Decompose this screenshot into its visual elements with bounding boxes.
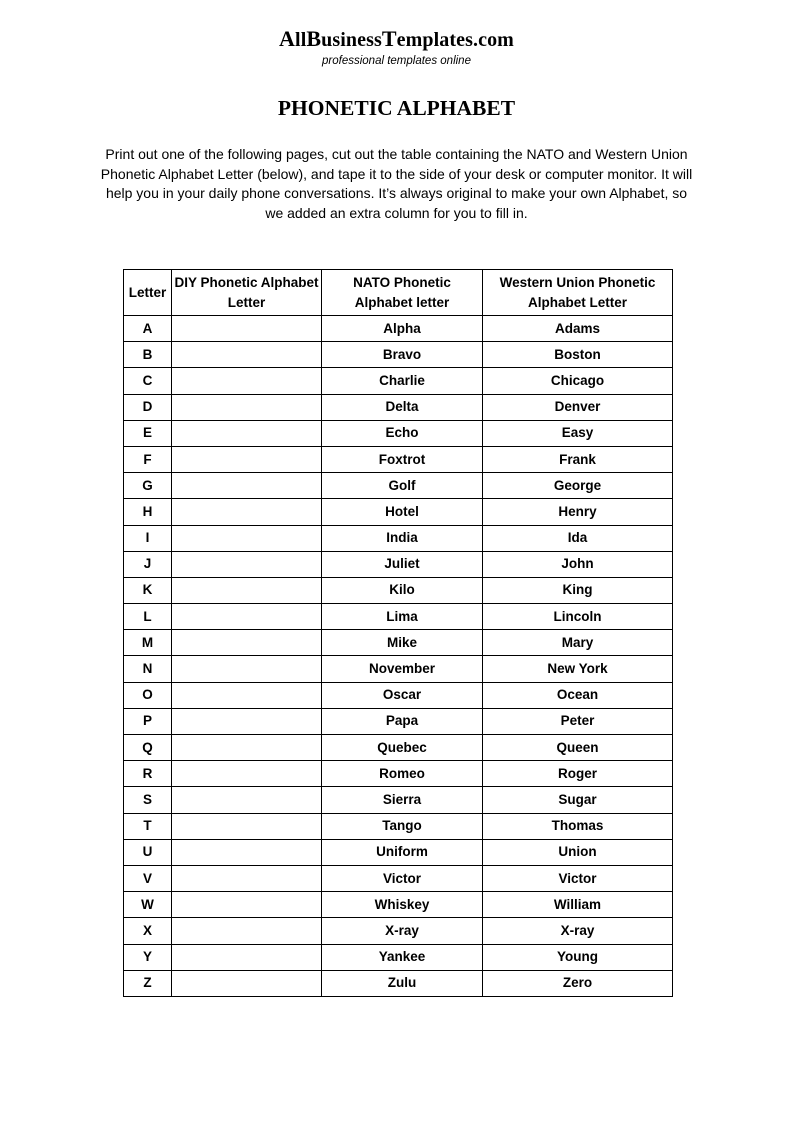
- table-row: [124, 342, 673, 368]
- table-row: [124, 577, 673, 603]
- table-row: [124, 551, 673, 577]
- cell-diy: [172, 918, 322, 944]
- cell-diy: [172, 499, 322, 525]
- cell-nato: Golf: [322, 473, 483, 499]
- cell-western-union: Queen: [483, 735, 673, 761]
- cell-nato: November: [322, 656, 483, 682]
- cell-diy: [172, 813, 322, 839]
- cell-western-union: X-ray: [483, 918, 673, 944]
- cell-diy: [172, 787, 322, 813]
- cell-nato: Mike: [322, 630, 483, 656]
- cell-western-union: Adams: [483, 316, 673, 342]
- cell-letter: D: [124, 394, 172, 420]
- cell-western-union: Roger: [483, 761, 673, 787]
- cell-western-union: Peter: [483, 708, 673, 734]
- cell-letter: Y: [124, 944, 172, 970]
- intro-paragraph: Print out one of the following pages, cut out the table containing the NATO and Western Union Phonetic Alphabet Letter (below), and tape it to the side of your desk or computer monitor. It will help you in your daily phone conversations. It’s always original to make your own Alphabet, so we added an extra column for you to fill in.: [100, 146, 693, 221]
- cell-western-union: Union: [483, 839, 673, 865]
- cell-letter: I: [124, 525, 172, 551]
- cell-western-union: King: [483, 577, 673, 603]
- cell-nato: Victor: [322, 865, 483, 891]
- cell-nato: Sierra: [322, 787, 483, 813]
- table-row: [124, 839, 673, 865]
- cell-western-union: Ida: [483, 525, 673, 551]
- header-diy: DIY Phonetic Alphabet Letter: [172, 270, 322, 316]
- cell-western-union: Chicago: [483, 368, 673, 394]
- cell-letter: V: [124, 865, 172, 891]
- cell-letter: J: [124, 551, 172, 577]
- cell-nato: Tango: [322, 813, 483, 839]
- cell-western-union: Easy: [483, 420, 673, 446]
- cell-western-union: John: [483, 551, 673, 577]
- table-header-row: [124, 270, 673, 316]
- cell-letter: T: [124, 813, 172, 839]
- cell-letter: B: [124, 342, 172, 368]
- table-row: [124, 656, 673, 682]
- cell-diy: [172, 761, 322, 787]
- cell-nato: Romeo: [322, 761, 483, 787]
- cell-western-union: Ocean: [483, 682, 673, 708]
- table-row: [124, 708, 673, 734]
- cell-diy: [172, 316, 322, 342]
- cell-diy: [172, 525, 322, 551]
- cell-diy: [172, 656, 322, 682]
- site-tagline: professional templates online: [322, 55, 471, 67]
- site-logo: AllBusinessTemplates.com: [279, 26, 514, 51]
- cell-nato: Charlie: [322, 368, 483, 394]
- cell-letter: Q: [124, 735, 172, 761]
- table-row: [124, 473, 673, 499]
- cell-letter: U: [124, 839, 172, 865]
- cell-letter: K: [124, 577, 172, 603]
- cell-diy: [172, 342, 322, 368]
- cell-nato: India: [322, 525, 483, 551]
- cell-nato: Lima: [322, 604, 483, 630]
- cell-diy: [172, 682, 322, 708]
- cell-western-union: Mary: [483, 630, 673, 656]
- cell-western-union: Boston: [483, 342, 673, 368]
- cell-letter: F: [124, 446, 172, 472]
- table-row: [124, 944, 673, 970]
- table-row: [124, 420, 673, 446]
- cell-diy: [172, 735, 322, 761]
- cell-nato: Papa: [322, 708, 483, 734]
- cell-western-union: Lincoln: [483, 604, 673, 630]
- cell-letter: W: [124, 892, 172, 918]
- table-row: [124, 735, 673, 761]
- cell-diy: [172, 630, 322, 656]
- table-row: [124, 787, 673, 813]
- cell-letter: H: [124, 499, 172, 525]
- cell-western-union: Victor: [483, 865, 673, 891]
- cell-nato: Kilo: [322, 577, 483, 603]
- cell-diy: [172, 865, 322, 891]
- header-letter: Letter: [124, 270, 172, 316]
- cell-nato: Alpha: [322, 316, 483, 342]
- cell-diy: [172, 839, 322, 865]
- cell-nato: Delta: [322, 394, 483, 420]
- cell-letter: R: [124, 761, 172, 787]
- table-row: [124, 316, 673, 342]
- header-western-union: Western Union Phonetic Alphabet Letter: [483, 270, 673, 316]
- cell-nato: Hotel: [322, 499, 483, 525]
- cell-diy: [172, 604, 322, 630]
- cell-western-union: Thomas: [483, 813, 673, 839]
- cell-nato: Oscar: [322, 682, 483, 708]
- table-body: [124, 316, 673, 997]
- cell-western-union: New York: [483, 656, 673, 682]
- cell-letter: E: [124, 420, 172, 446]
- cell-letter: Z: [124, 970, 172, 996]
- table-row: [124, 918, 673, 944]
- cell-nato: Yankee: [322, 944, 483, 970]
- table-row: [124, 892, 673, 918]
- cell-nato: Quebec: [322, 735, 483, 761]
- cell-nato: X-ray: [322, 918, 483, 944]
- cell-diy: [172, 944, 322, 970]
- cell-nato: Zulu: [322, 970, 483, 996]
- cell-letter: S: [124, 787, 172, 813]
- cell-diy: [172, 577, 322, 603]
- cell-letter: L: [124, 604, 172, 630]
- cell-nato: Foxtrot: [322, 446, 483, 472]
- table-row: [124, 604, 673, 630]
- cell-letter: X: [124, 918, 172, 944]
- cell-western-union: Henry: [483, 499, 673, 525]
- cell-diy: [172, 551, 322, 577]
- table-row: [124, 813, 673, 839]
- cell-nato: Whiskey: [322, 892, 483, 918]
- table-row: [124, 368, 673, 394]
- cell-western-union: Zero: [483, 970, 673, 996]
- table-row: [124, 865, 673, 891]
- cell-diy: [172, 368, 322, 394]
- cell-letter: O: [124, 682, 172, 708]
- cell-nato: Uniform: [322, 839, 483, 865]
- cell-diy: [172, 473, 322, 499]
- cell-western-union: Denver: [483, 394, 673, 420]
- cell-letter: P: [124, 708, 172, 734]
- cell-western-union: Sugar: [483, 787, 673, 813]
- cell-letter: A: [124, 316, 172, 342]
- cell-western-union: George: [483, 473, 673, 499]
- cell-nato: Echo: [322, 420, 483, 446]
- cell-letter: C: [124, 368, 172, 394]
- table-row: [124, 682, 673, 708]
- cell-diy: [172, 394, 322, 420]
- cell-diy: [172, 892, 322, 918]
- cell-diy: [172, 446, 322, 472]
- cell-diy: [172, 970, 322, 996]
- cell-western-union: William: [483, 892, 673, 918]
- table-row: [124, 525, 673, 551]
- table-row: [124, 630, 673, 656]
- table-row: [124, 761, 673, 787]
- table-row: [124, 394, 673, 420]
- cell-diy: [172, 708, 322, 734]
- cell-letter: G: [124, 473, 172, 499]
- cell-letter: M: [124, 630, 172, 656]
- cell-western-union: Young: [483, 944, 673, 970]
- cell-diy: [172, 420, 322, 446]
- table-row: [124, 499, 673, 525]
- cell-letter: N: [124, 656, 172, 682]
- cell-western-union: Frank: [483, 446, 673, 472]
- cell-nato: Bravo: [322, 342, 483, 368]
- header-nato: NATO Phonetic Alphabet letter: [322, 270, 483, 316]
- cell-nato: Juliet: [322, 551, 483, 577]
- phonetic-table: [123, 269, 673, 997]
- table-row: [124, 446, 673, 472]
- table-row: [124, 970, 673, 996]
- page-title: PHONETIC ALPHABET: [277, 96, 516, 120]
